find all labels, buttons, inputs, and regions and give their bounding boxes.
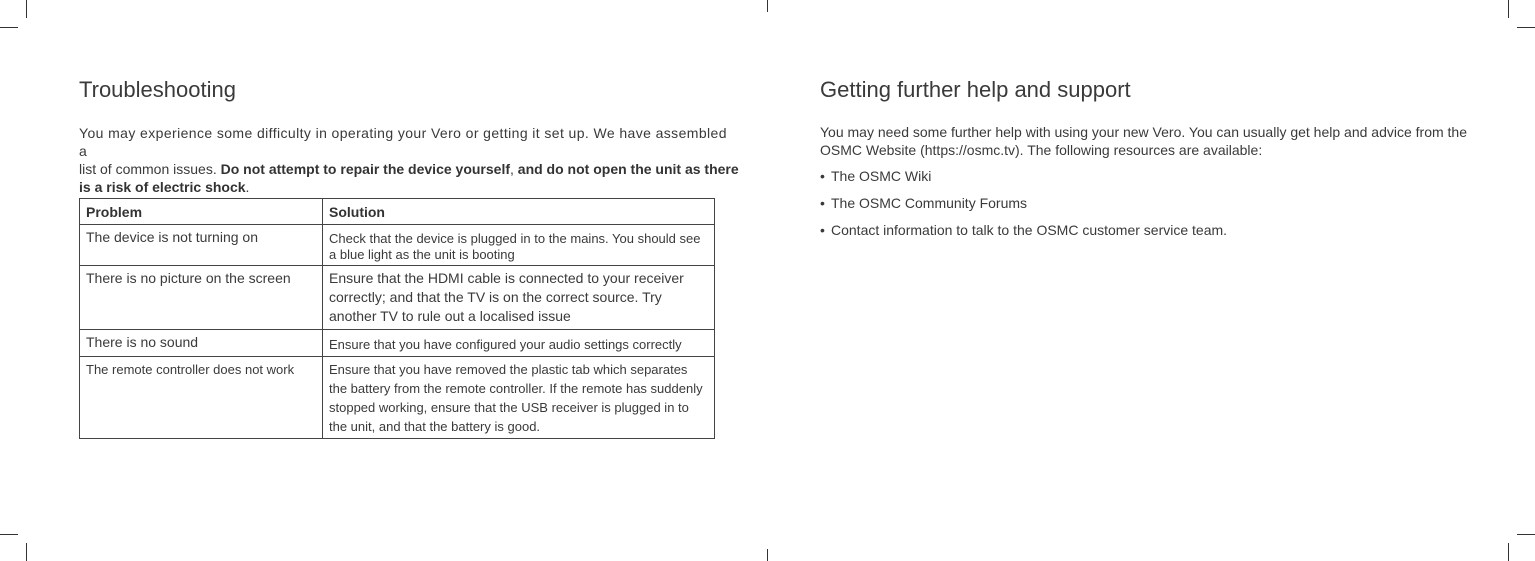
problem-cell: There is no picture on the screen bbox=[80, 266, 323, 330]
table-row bbox=[80, 225, 715, 266]
resource-wiki: The OSMC Wiki bbox=[831, 168, 932, 184]
solution-cell: Ensure that the HDMI cable is connected to your receiver correctly; and that the TV is on the correct source. Try another TV to rule out a localised issue bbox=[323, 266, 715, 330]
table-header-row bbox=[80, 199, 715, 225]
bullet-icon: • bbox=[820, 168, 825, 184]
troubleshooting-title: Troubleshooting bbox=[79, 77, 236, 102]
crop-mark bbox=[1508, 0, 1509, 18]
bullet-icon: • bbox=[820, 222, 825, 238]
help-intro: You may need some further help with using your new Vero. You can usually get help and advice from the OSMC Website (https://osmc.tv). The following resources are available: bbox=[820, 124, 1468, 158]
solution-cell: Ensure that you have removed the plastic tab which separates the battery from the remote controller. If the remote has suddenly stopped working, ensure that the USB receiver is plugged in to the unit, and that the battery is good. bbox=[323, 357, 715, 439]
help-title: Getting further help and support bbox=[820, 77, 1131, 102]
resource-contact: Contact information to talk to the OSMC customer service team. bbox=[831, 222, 1228, 238]
list-item bbox=[820, 221, 1500, 239]
bullet-icon: • bbox=[820, 195, 825, 211]
troubleshooting-table bbox=[79, 198, 715, 439]
crop-mark bbox=[767, 549, 768, 561]
troubleshooting-section bbox=[79, 76, 739, 196]
problem-cell: The device is not turning on bbox=[80, 225, 323, 266]
crop-mark bbox=[1508, 543, 1509, 561]
help-section bbox=[820, 76, 1500, 248]
crop-mark bbox=[26, 0, 27, 18]
solution-cell: Check that the device is plugged in to the mains. You should see a blue light as the unit is booting bbox=[323, 225, 715, 266]
crop-mark bbox=[767, 0, 768, 12]
warning-repair: Do not attempt to repair the device yourself bbox=[220, 161, 510, 177]
crop-mark bbox=[0, 534, 18, 535]
resource-list bbox=[820, 167, 1500, 239]
list-item bbox=[820, 194, 1500, 212]
crop-mark bbox=[26, 543, 27, 561]
crop-mark bbox=[0, 27, 18, 28]
crop-mark bbox=[1517, 27, 1535, 28]
troubleshooting-intro: You may experience some difficulty in operating your Vero or getting it set up. We have assembled a list of common issues. Do not attempt to repair the device yourself, and do not open the unit as there is a risk of electric shock. bbox=[79, 125, 739, 195]
intro-line2: list of common issues. bbox=[79, 161, 217, 177]
table-row bbox=[80, 357, 715, 439]
table-row bbox=[80, 266, 715, 330]
table-row bbox=[80, 330, 715, 357]
crop-mark bbox=[1517, 534, 1535, 535]
column-header-solution: Solution bbox=[323, 199, 715, 225]
list-item bbox=[820, 167, 1500, 185]
solution-cell: Ensure that you have configured your audio settings correctly bbox=[323, 330, 715, 357]
warning-shock: and do not open the unit as there is a risk of electric shock bbox=[79, 161, 739, 195]
intro-line1: You may experience some difficulty in operating your Vero or getting it set up. We have assembled a bbox=[79, 125, 727, 159]
problem-cell: There is no sound bbox=[80, 330, 323, 357]
column-header-problem: Problem bbox=[80, 199, 323, 225]
problem-cell: The remote controller does not work bbox=[80, 357, 323, 439]
resource-forums: The OSMC Community Forums bbox=[831, 195, 1028, 211]
